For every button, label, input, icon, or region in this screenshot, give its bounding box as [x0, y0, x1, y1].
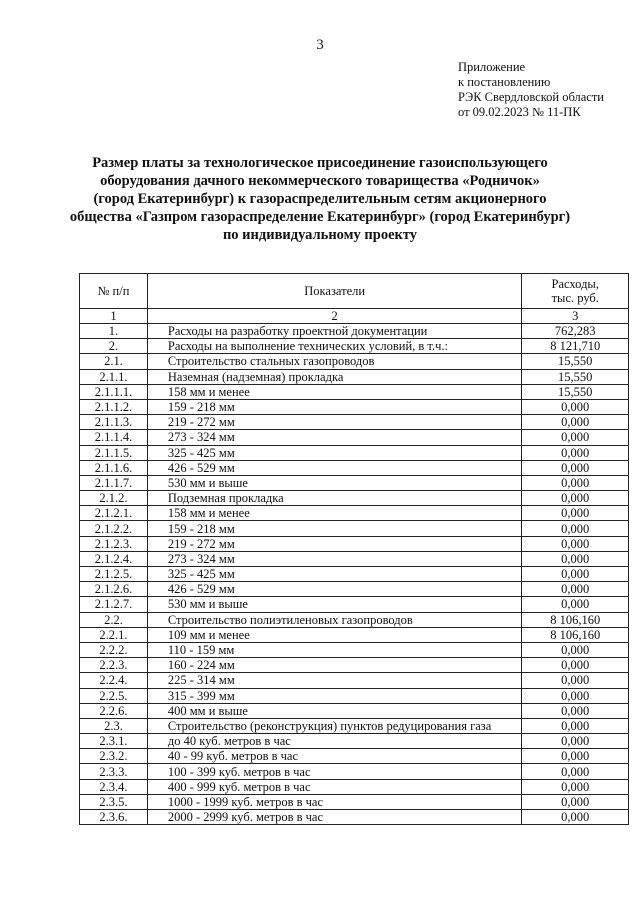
table-row — [80, 324, 629, 339]
table-row — [80, 430, 629, 445]
row-value-cell: 0,000 — [522, 582, 629, 597]
row-value-cell: 0,000 — [522, 779, 629, 794]
table-row — [80, 536, 629, 551]
table-row — [80, 339, 629, 354]
row-num-cell: 2.1.2.6. — [80, 582, 148, 597]
table-row — [80, 673, 629, 688]
row-value-cell: 15,550 — [522, 384, 629, 399]
row-value-cell: 0,000 — [522, 521, 629, 536]
appendix-date-line: от 09.02.2023 № 11-ПК — [458, 105, 581, 119]
row-value-cell: 762,283 — [522, 324, 629, 339]
appendix-line: к постановлению — [458, 75, 551, 89]
header-num: № п/п — [80, 274, 148, 309]
index-cell: 3 — [522, 309, 629, 324]
row-num-cell: 2.2. — [80, 612, 148, 627]
title-line: общества «Газпром газораспределение Екатеринбург» (город Екатеринбург) — [69, 209, 571, 225]
table-row — [80, 688, 629, 703]
row-name-cell: 109 мм и менее — [147, 627, 522, 642]
row-num-cell: 2.1.1.4. — [80, 430, 148, 445]
row-value-cell: 8 106,160 — [522, 627, 629, 642]
row-value-cell: 0,000 — [522, 567, 629, 582]
row-num-cell: 2.3.5. — [80, 794, 148, 809]
fees-table — [79, 273, 629, 825]
table-row — [80, 642, 629, 657]
table-row — [80, 384, 629, 399]
row-value-cell: 0,000 — [522, 810, 629, 825]
title-line: (город Екатеринбург) к газораспределительным сетям акционерного — [93, 191, 547, 207]
row-name-cell: 110 - 159 мм — [147, 642, 522, 657]
title-line: по индивидуальному проекту — [222, 227, 418, 243]
row-num-cell: 2. — [80, 339, 148, 354]
table-header-row — [80, 274, 629, 309]
row-num-cell: 2.1.1.5. — [80, 445, 148, 460]
table-row — [80, 551, 629, 566]
row-value-cell: 0,000 — [522, 764, 629, 779]
table-row — [80, 794, 629, 809]
header-value-line1: Расходы, — [551, 277, 599, 291]
row-name-cell: 400 мм и выше — [147, 703, 522, 718]
row-name-cell: Расходы на разработку проектной документации — [147, 324, 522, 339]
table-index-row — [80, 309, 629, 324]
header-name: Показатели — [147, 274, 522, 309]
row-num-cell: 2.2.3. — [80, 658, 148, 673]
row-num-cell: 2.1.1. — [80, 369, 148, 384]
row-name-cell: 160 - 224 мм — [147, 658, 522, 673]
row-num-cell: 2.1.2.3. — [80, 536, 148, 551]
row-num-cell: 2.1.1.2. — [80, 399, 148, 414]
table-row — [80, 445, 629, 460]
row-name-cell: 219 - 272 мм — [147, 415, 522, 430]
row-name-cell: Наземная (надземная) прокладка — [147, 369, 522, 384]
table-row — [80, 506, 629, 521]
row-name-cell: 40 - 99 куб. метров в час — [147, 749, 522, 764]
row-name-cell: 426 - 529 мм — [147, 582, 522, 597]
row-name-cell: Подземная прокладка — [147, 491, 522, 506]
row-num-cell: 2.2.4. — [80, 673, 148, 688]
row-num-cell: 2.2.6. — [80, 703, 148, 718]
appendix-line: Приложение — [458, 60, 526, 74]
row-num-cell: 2.1.2.2. — [80, 521, 148, 536]
row-value-cell: 0,000 — [522, 658, 629, 673]
page-number: 3 — [316, 37, 324, 53]
title-line: Размер платы за технологическое присоединение газоиспользующего — [92, 155, 548, 171]
row-num-cell: 2.1. — [80, 354, 148, 369]
row-num-cell: 2.3.2. — [80, 749, 148, 764]
table-row — [80, 475, 629, 490]
row-value-cell: 15,550 — [522, 369, 629, 384]
row-num-cell: 2.3.4. — [80, 779, 148, 794]
row-num-cell: 2.3.1. — [80, 734, 148, 749]
row-value-cell: 0,000 — [522, 718, 629, 733]
table-row — [80, 521, 629, 536]
table-row — [80, 582, 629, 597]
row-name-cell: 325 - 425 мм — [147, 445, 522, 460]
row-value-cell: 0,000 — [522, 734, 629, 749]
row-value-cell: 8 106,160 — [522, 612, 629, 627]
table-row — [80, 491, 629, 506]
row-name-cell: 159 - 218 мм — [147, 399, 522, 414]
row-value-cell: 0,000 — [522, 460, 629, 475]
row-num-cell: 2.3. — [80, 718, 148, 733]
table-row — [80, 354, 629, 369]
table-row — [80, 627, 629, 642]
row-name-cell: 2000 - 2999 куб. метров в час — [147, 810, 522, 825]
row-num-cell: 2.1.2. — [80, 491, 148, 506]
row-value-cell: 0,000 — [522, 703, 629, 718]
row-value-cell: 15,550 — [522, 354, 629, 369]
row-value-cell: 0,000 — [522, 399, 629, 414]
appendix-block — [458, 60, 638, 120]
header-value-line2: тыс. руб. — [551, 291, 599, 305]
row-name-cell: 1000 - 1999 куб. метров в час — [147, 794, 522, 809]
row-num-cell: 2.3.3. — [80, 764, 148, 779]
table-row — [80, 779, 629, 794]
row-name-cell: 158 мм и менее — [147, 506, 522, 521]
appendix-line: РЭК Свердловской области — [458, 90, 604, 104]
row-name-cell: 530 мм и выше — [147, 597, 522, 612]
table-row — [80, 764, 629, 779]
row-name-cell: 315 - 399 мм — [147, 688, 522, 703]
row-num-cell: 2.1.2.1. — [80, 506, 148, 521]
row-name-cell: Строительство (реконструкция) пунктов редуцирования газа — [147, 718, 522, 733]
row-num-cell: 2.1.1.6. — [80, 460, 148, 475]
row-value-cell: 8 121,710 — [522, 339, 629, 354]
row-name-cell: до 40 куб. метров в час — [147, 734, 522, 749]
row-num-cell: 2.1.2.5. — [80, 567, 148, 582]
table-row — [80, 415, 629, 430]
row-value-cell: 0,000 — [522, 673, 629, 688]
index-cell: 2 — [147, 309, 522, 324]
table-row — [80, 703, 629, 718]
index-cell: 1 — [80, 309, 148, 324]
table-row — [80, 612, 629, 627]
table-row — [80, 369, 629, 384]
row-num-cell: 2.2.5. — [80, 688, 148, 703]
table-row — [80, 399, 629, 414]
row-name-cell: 219 - 272 мм — [147, 536, 522, 551]
row-name-cell: 426 - 529 мм — [147, 460, 522, 475]
row-num-cell: 2.3.6. — [80, 810, 148, 825]
title-line: оборудования дачного некоммерческого товарищества «Родничок» — [100, 173, 540, 189]
table-row — [80, 734, 629, 749]
row-num-cell: 2.2.1. — [80, 627, 148, 642]
table-row — [80, 810, 629, 825]
row-value-cell: 0,000 — [522, 749, 629, 764]
table-row — [80, 567, 629, 582]
row-num-cell: 2.1.1.1. — [80, 384, 148, 399]
row-value-cell: 0,000 — [522, 794, 629, 809]
row-num-cell: 2.1.2.4. — [80, 551, 148, 566]
row-value-cell: 0,000 — [522, 551, 629, 566]
header-value — [522, 274, 629, 309]
row-value-cell: 0,000 — [522, 536, 629, 551]
table-row — [80, 460, 629, 475]
row-value-cell: 0,000 — [522, 445, 629, 460]
row-value-cell: 0,000 — [522, 491, 629, 506]
row-name-cell: Строительство полиэтиленовых газопроводов — [147, 612, 522, 627]
row-name-cell: 530 мм и выше — [147, 475, 522, 490]
table-body — [80, 324, 629, 825]
row-name-cell: 400 - 999 куб. метров в час — [147, 779, 522, 794]
row-name-cell: 325 - 425 мм — [147, 567, 522, 582]
table-row — [80, 597, 629, 612]
row-num-cell: 2.1.1.3. — [80, 415, 148, 430]
row-value-cell: 0,000 — [522, 688, 629, 703]
row-name-cell: 158 мм и менее — [147, 384, 522, 399]
table-row — [80, 749, 629, 764]
row-num-cell: 2.1.2.7. — [80, 597, 148, 612]
row-name-cell: 225 - 314 мм — [147, 673, 522, 688]
row-num-cell: 1. — [80, 324, 148, 339]
row-value-cell: 0,000 — [522, 475, 629, 490]
row-name-cell: Строительство стальных газопроводов — [147, 354, 522, 369]
document-title — [40, 154, 600, 244]
row-num-cell: 2.1.1.7. — [80, 475, 148, 490]
row-value-cell: 0,000 — [522, 597, 629, 612]
row-name-cell: 159 - 218 мм — [147, 521, 522, 536]
row-name-cell: 273 - 324 мм — [147, 430, 522, 445]
row-value-cell: 0,000 — [522, 430, 629, 445]
row-value-cell: 0,000 — [522, 415, 629, 430]
table-row — [80, 718, 629, 733]
row-value-cell: 0,000 — [522, 642, 629, 657]
row-name-cell: Расходы на выполнение технических условий, в т.ч.: — [147, 339, 522, 354]
row-name-cell: 100 - 399 куб. метров в час — [147, 764, 522, 779]
row-num-cell: 2.2.2. — [80, 642, 148, 657]
table-row — [80, 658, 629, 673]
row-value-cell: 0,000 — [522, 506, 629, 521]
row-name-cell: 273 - 324 мм — [147, 551, 522, 566]
